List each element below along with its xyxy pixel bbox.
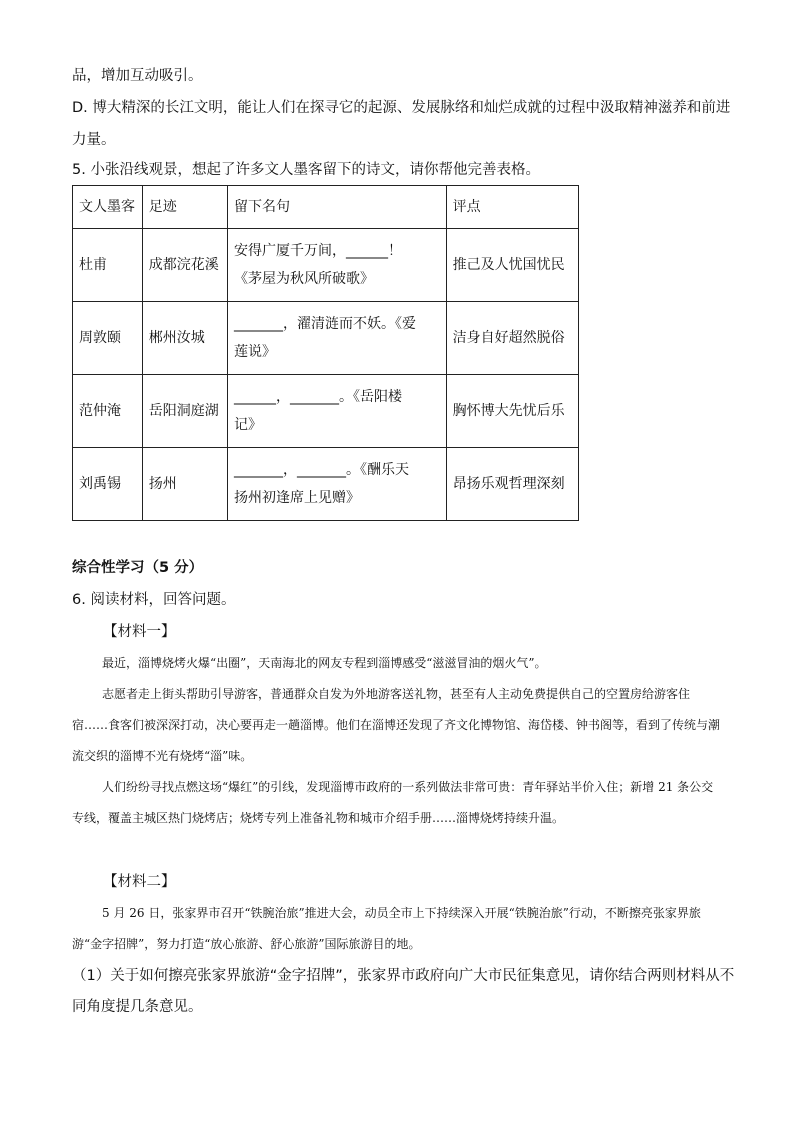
material-2-paragraph-1: 5 月 26 日，张家界市召开“铁腕治旅”推进大会，动员全市上下持续深入开展“铁腕治旅”行动，不断擦亮张家界旅游“金字招牌”，努力打造“放心旅游、舒心旅游”国际旅游目的地。 [72, 906, 701, 951]
cell-poet: 杜甫 [73, 229, 143, 302]
header-poet: 文人墨客 [73, 186, 143, 229]
cell-comment: 推己及人忧国忧民 [446, 229, 578, 302]
cell-quote [227, 375, 446, 448]
cell-comment: 胸怀博大先忧后乐 [446, 375, 578, 448]
quote-line-1: _______，濯清涟而不妖。《爱 [233, 316, 416, 332]
quote-line-2: 《茅屋为秋风所破歌》 [233, 271, 374, 287]
poets-table [72, 185, 579, 521]
question-6-1-line-2: 同角度提几条意见。 [72, 999, 203, 1015]
question-5-prompt: 5. 小张沿线观景，想起了许多文人墨客留下的诗文，请你帮他完善表格。 [72, 162, 540, 178]
cell-quote [227, 302, 446, 375]
quote-line-2: 记》 [233, 417, 262, 433]
quote-line-1: _______，_______。《酬乐天 [233, 462, 409, 478]
cell-quote [227, 448, 446, 521]
option-d-line-1: D. 博大精深的长江文明，能让人们在探寻它的起源、发展脉络和灿烂成就的过程中汲取精神滋养和前进 [72, 100, 731, 116]
header-place: 足迹 [142, 186, 227, 229]
cell-place: 扬州 [142, 448, 227, 521]
quote-line-1: ______，_______。《岳阳楼 [233, 389, 402, 405]
continued-text: 品，增加互动吸引。 [72, 68, 203, 84]
table-row [73, 229, 579, 302]
question-6-prompt: 6. 阅读材料，回答问题。 [72, 592, 236, 608]
material-2-body [72, 898, 722, 960]
cell-place: 岳阳洞庭湖 [142, 375, 227, 448]
material-1-title: 【材料一】 [103, 624, 176, 640]
material-1-paragraph-1: 最近，淄博烧烤火爆“出圈”，天南海北的网友专程到淄博感受“滋滋冒油的烟火气”。 [102, 656, 547, 670]
quote-line-1: 安得广厦千万间，______！ [233, 243, 402, 259]
table-header-row [73, 186, 579, 229]
cell-place: 成都浣花溪 [142, 229, 227, 302]
material-1-body [72, 648, 722, 834]
material-1-paragraph-3: 人们纷纷寻找点燃这场“爆红”的引线，发现淄博市政府的一系列做法非常可贵：青年驿站半价入住；新增 21 条公交专线，覆盖主城区热门烧烤店；烧烤专列上准备礼物和城市介绍手册……淄博烧烤持续升温。 [72, 780, 714, 825]
cell-comment: 洁身自好超然脱俗 [446, 302, 578, 375]
material-2-title: 【材料二】 [103, 874, 176, 890]
cell-poet: 周敦颐 [73, 302, 143, 375]
quote-line-2: 莲说》 [233, 344, 276, 360]
header-comment: 评点 [446, 186, 578, 229]
cell-quote [227, 229, 446, 302]
cell-place: 郴州汝城 [142, 302, 227, 375]
section-title: 综合性学习（5 分） [72, 560, 204, 576]
cell-poet: 刘禹锡 [73, 448, 143, 521]
table-row [73, 302, 579, 375]
option-d-line-2: 力量。 [72, 132, 116, 148]
cell-poet: 范仲淹 [73, 375, 143, 448]
material-1-paragraph-2: 志愿者走上街头帮助引导游客，普通群众自发为外地游客送礼物，甚至有人主动免费提供自己的空置房给游客住宿……食客们被深深打动，决心要再走一趟淄博。他们在淄博还发现了齐文化博物馆、海岱楼、钟书阁等，看到了传统与潮流交织的淄博不光有烧烤“淄”味。 [72, 687, 721, 763]
table-row [73, 375, 579, 448]
cell-comment: 昂扬乐观哲理深刻 [446, 448, 578, 521]
quote-line-2: 扬州初逢席上见赠》 [233, 490, 360, 506]
question-6-1-line-1: （1）关于如何擦亮张家界旅游“金字招牌”，张家界市政府向广大市民征集意见，请你结合两则材料从不 [72, 968, 735, 984]
table-row [73, 448, 579, 521]
header-quote: 留下名句 [227, 186, 446, 229]
